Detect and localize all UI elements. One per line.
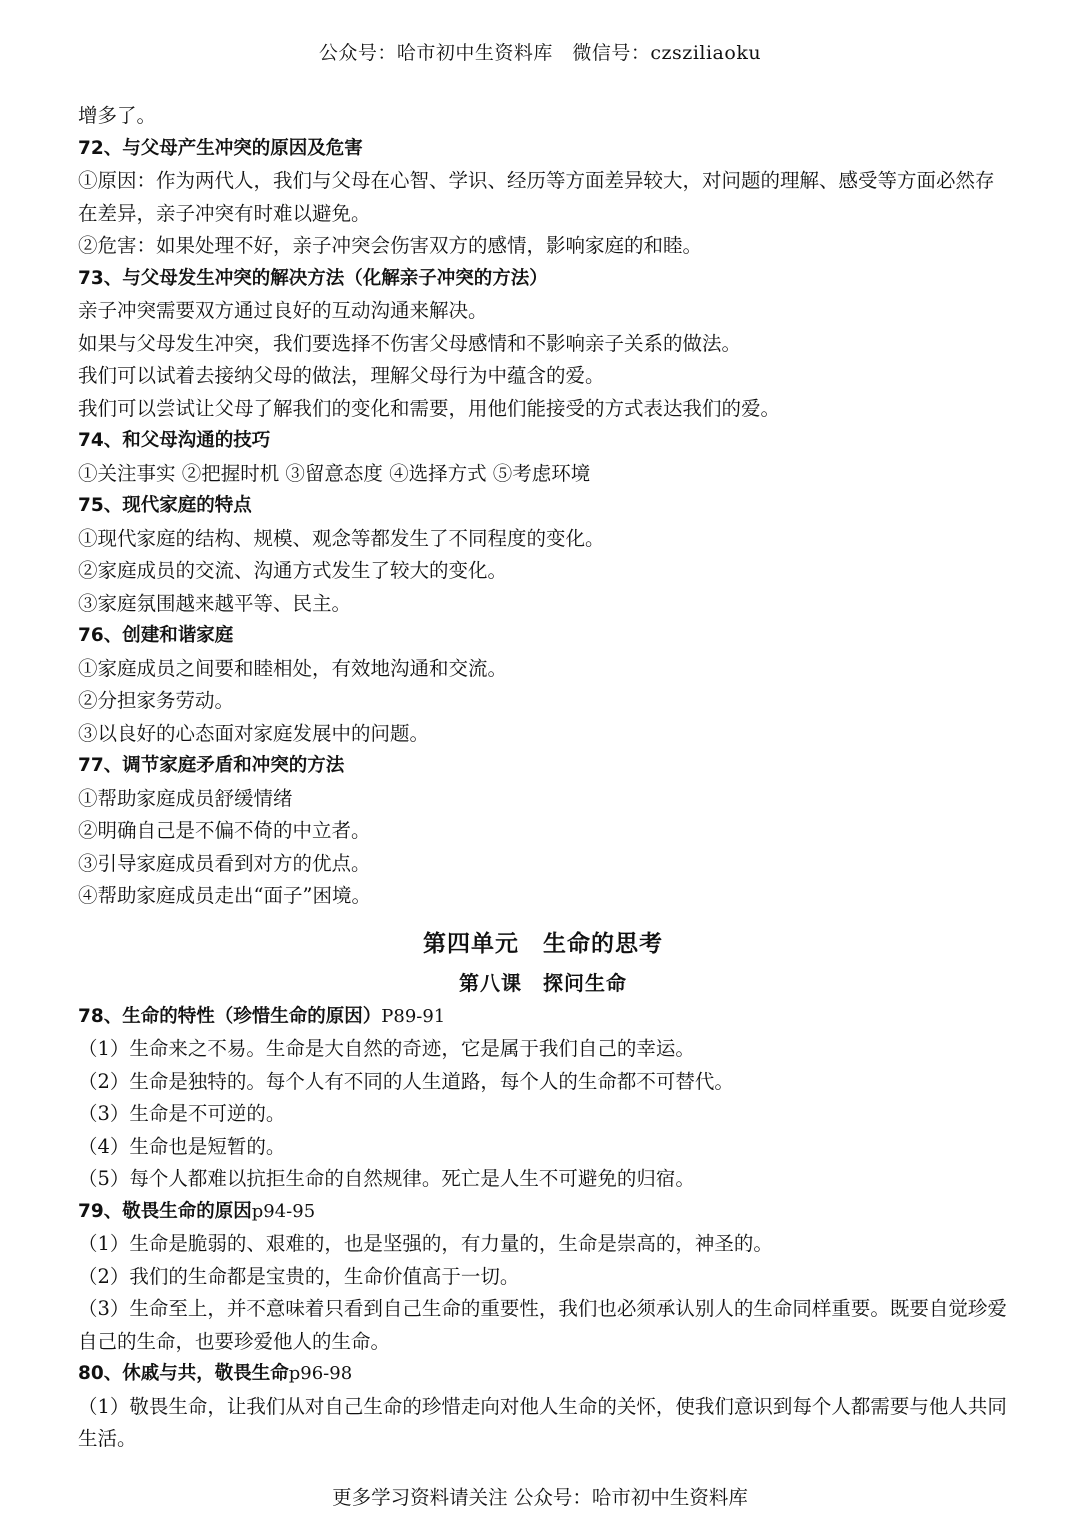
line-text: ②危害：如果处理不好，亲子冲突会伤害双方的感情，影响家庭的和睦。 <box>78 234 703 257</box>
body-line <box>78 555 1008 588</box>
line-text: （1）生命是脆弱的、艰难的，也是坚强的，有力量的，生命是崇高的，神圣的。 <box>78 1232 773 1255</box>
section-heading <box>78 620 1008 653</box>
body-line <box>78 848 1008 881</box>
line-text: ③引导家庭成员看到对方的优点。 <box>78 851 371 875</box>
line-text: ③家庭氛围越来越平等、民主。 <box>78 591 352 615</box>
line-text: ②明确自己是不偏不倚的中立者。 <box>78 819 371 842</box>
heading-text: 74、和父母沟通的技巧 <box>78 430 271 451</box>
body-line <box>78 1391 1008 1456</box>
page-reference: p94-95 <box>251 1200 316 1222</box>
section-heading <box>78 133 1008 166</box>
body-line <box>78 295 1008 328</box>
section-heading <box>78 263 1008 296</box>
line-text: ①原因：作为两代人，我们与父母在心智、学识、经历等方面差异较大，对问题的理解、感受等方面必然存在差异，亲子冲突有时难以避免。 <box>78 169 995 225</box>
heading-text: 72、与父母产生冲突的原因及危害 <box>78 137 363 159</box>
unit-title: 第四单元 生命的思考 <box>423 930 663 957</box>
line-text: ①关注事实 ②把握时机 ③留意态度 ④选择方式 ⑤考虑环境 <box>78 461 591 485</box>
line-text: ③以良好的心态面对家庭发展中的问题。 <box>78 721 430 745</box>
page-footer: 更多学习资料请关注 公众号：哈市初中生资料库 <box>332 1486 748 1509</box>
page-reference: p96-98 <box>288 1363 353 1384</box>
body-line <box>78 523 1008 556</box>
body-line <box>78 1131 1008 1164</box>
body-line <box>78 1066 1008 1099</box>
line-text: ①现代家庭的结构、规模、观念等都发生了不同程度的变化。 <box>78 526 605 550</box>
lesson-title: 第八课 探问生命 <box>459 970 627 995</box>
section-heading <box>78 425 1008 458</box>
line-text: （1）生命来之不易。生命是大自然的奇迹，它是属于我们自己的幸运。 <box>78 1037 695 1060</box>
body-line <box>78 588 1008 621</box>
line-text: ②家庭成员的交流、沟通方式发生了较大的变化。 <box>78 559 508 582</box>
section-family <box>78 100 1008 913</box>
line-text: 增多了。 <box>78 104 157 127</box>
body-line <box>78 783 1008 816</box>
heading-text: 79、敬畏生命的原因 <box>78 1200 252 1222</box>
body-line <box>78 815 1008 848</box>
body-line <box>78 230 1008 263</box>
document-body <box>78 100 1008 1456</box>
body-line <box>78 1293 1008 1358</box>
heading-text: 76、创建和谐家庭 <box>78 625 234 646</box>
body-line <box>78 1261 1008 1294</box>
heading-text: 75、现代家庭的特点 <box>78 495 252 516</box>
body-line <box>78 685 1008 718</box>
line-text: 如果与父母发生冲突，我们要选择不伤害父母感情和不影响亲子关系的做法。 <box>78 331 742 355</box>
line-text: （2）生命是独特的。每个人有不同的人生道路，每个人的生命都不可替代。 <box>78 1069 734 1093</box>
line-text: ①家庭成员之间要和睦相处，有效地沟通和交流。 <box>78 656 508 680</box>
body-line <box>78 880 1008 913</box>
line-text: （3）生命是不可逆的。 <box>78 1102 286 1125</box>
body-line <box>78 100 1008 133</box>
line-text: （2）我们的生命都是宝贵的，生命价值高于一切。 <box>78 1264 520 1288</box>
line-text: （5）每个人都难以抗拒生命的自然规律。死亡是人生不可避免的归宿。 <box>78 1167 695 1190</box>
body-line <box>78 718 1008 751</box>
line-text: ②分担家务劳动。 <box>78 689 235 712</box>
body-line <box>78 165 1008 230</box>
section-heading <box>78 1196 1008 1229</box>
section-heading <box>78 1001 1008 1034</box>
section-heading <box>78 750 1008 783</box>
line-text: （4）生命也是短暂的。 <box>78 1134 286 1158</box>
body-line <box>78 458 1008 491</box>
line-text: （3）生命至上，并不意味着只看到自己生命的重要性，我们也必须承认别人的生命同样重要。既要自觉珍爱自己的生命，也要珍爱他人的生命。 <box>78 1297 1007 1353</box>
heading-text: 80、休戚与共，敬畏生命 <box>78 1363 289 1384</box>
line-text: 我们可以尝试让父母了解我们的变化和需要，用他们能接受的方式表达我们的爱。 <box>78 396 781 420</box>
section-heading <box>78 490 1008 523</box>
heading-text: 77、调节家庭矛盾和冲突的方法 <box>78 755 345 776</box>
body-line <box>78 1033 1008 1066</box>
line-text: ④帮助家庭成员走出“面子”困境。 <box>78 884 371 907</box>
body-line <box>78 1163 1008 1196</box>
body-line <box>78 393 1008 426</box>
line-text: （1）敬畏生命，让我们从对自己生命的珍惜走向对他人生命的关怀，使我们意识到每个人都需要与他人共同生活。 <box>78 1394 1007 1450</box>
body-line <box>78 653 1008 686</box>
page-reference: P89-91 <box>381 1005 446 1027</box>
heading-text: 73、与父母发生冲突的解决方法（化解亲子冲突的方法） <box>78 267 548 289</box>
body-line <box>78 360 1008 393</box>
page-header: 公众号：哈市初中生资料库 微信号：czsziliaoku <box>318 42 762 64</box>
line-text: 我们可以试着去接纳父母的做法，理解父母行为中蕴含的爱。 <box>78 364 605 387</box>
line-text: 亲子冲突需要双方通过良好的互动沟通来解决。 <box>78 299 488 322</box>
body-line <box>78 1228 1008 1261</box>
heading-text: 78、生命的特性（珍惜生命的原因） <box>78 1005 382 1027</box>
body-line <box>78 1098 1008 1131</box>
body-line <box>78 328 1008 361</box>
section-life <box>78 1001 1008 1456</box>
line-text: ①帮助家庭成员舒缓情绪 <box>78 786 293 810</box>
section-heading <box>78 1358 1008 1391</box>
